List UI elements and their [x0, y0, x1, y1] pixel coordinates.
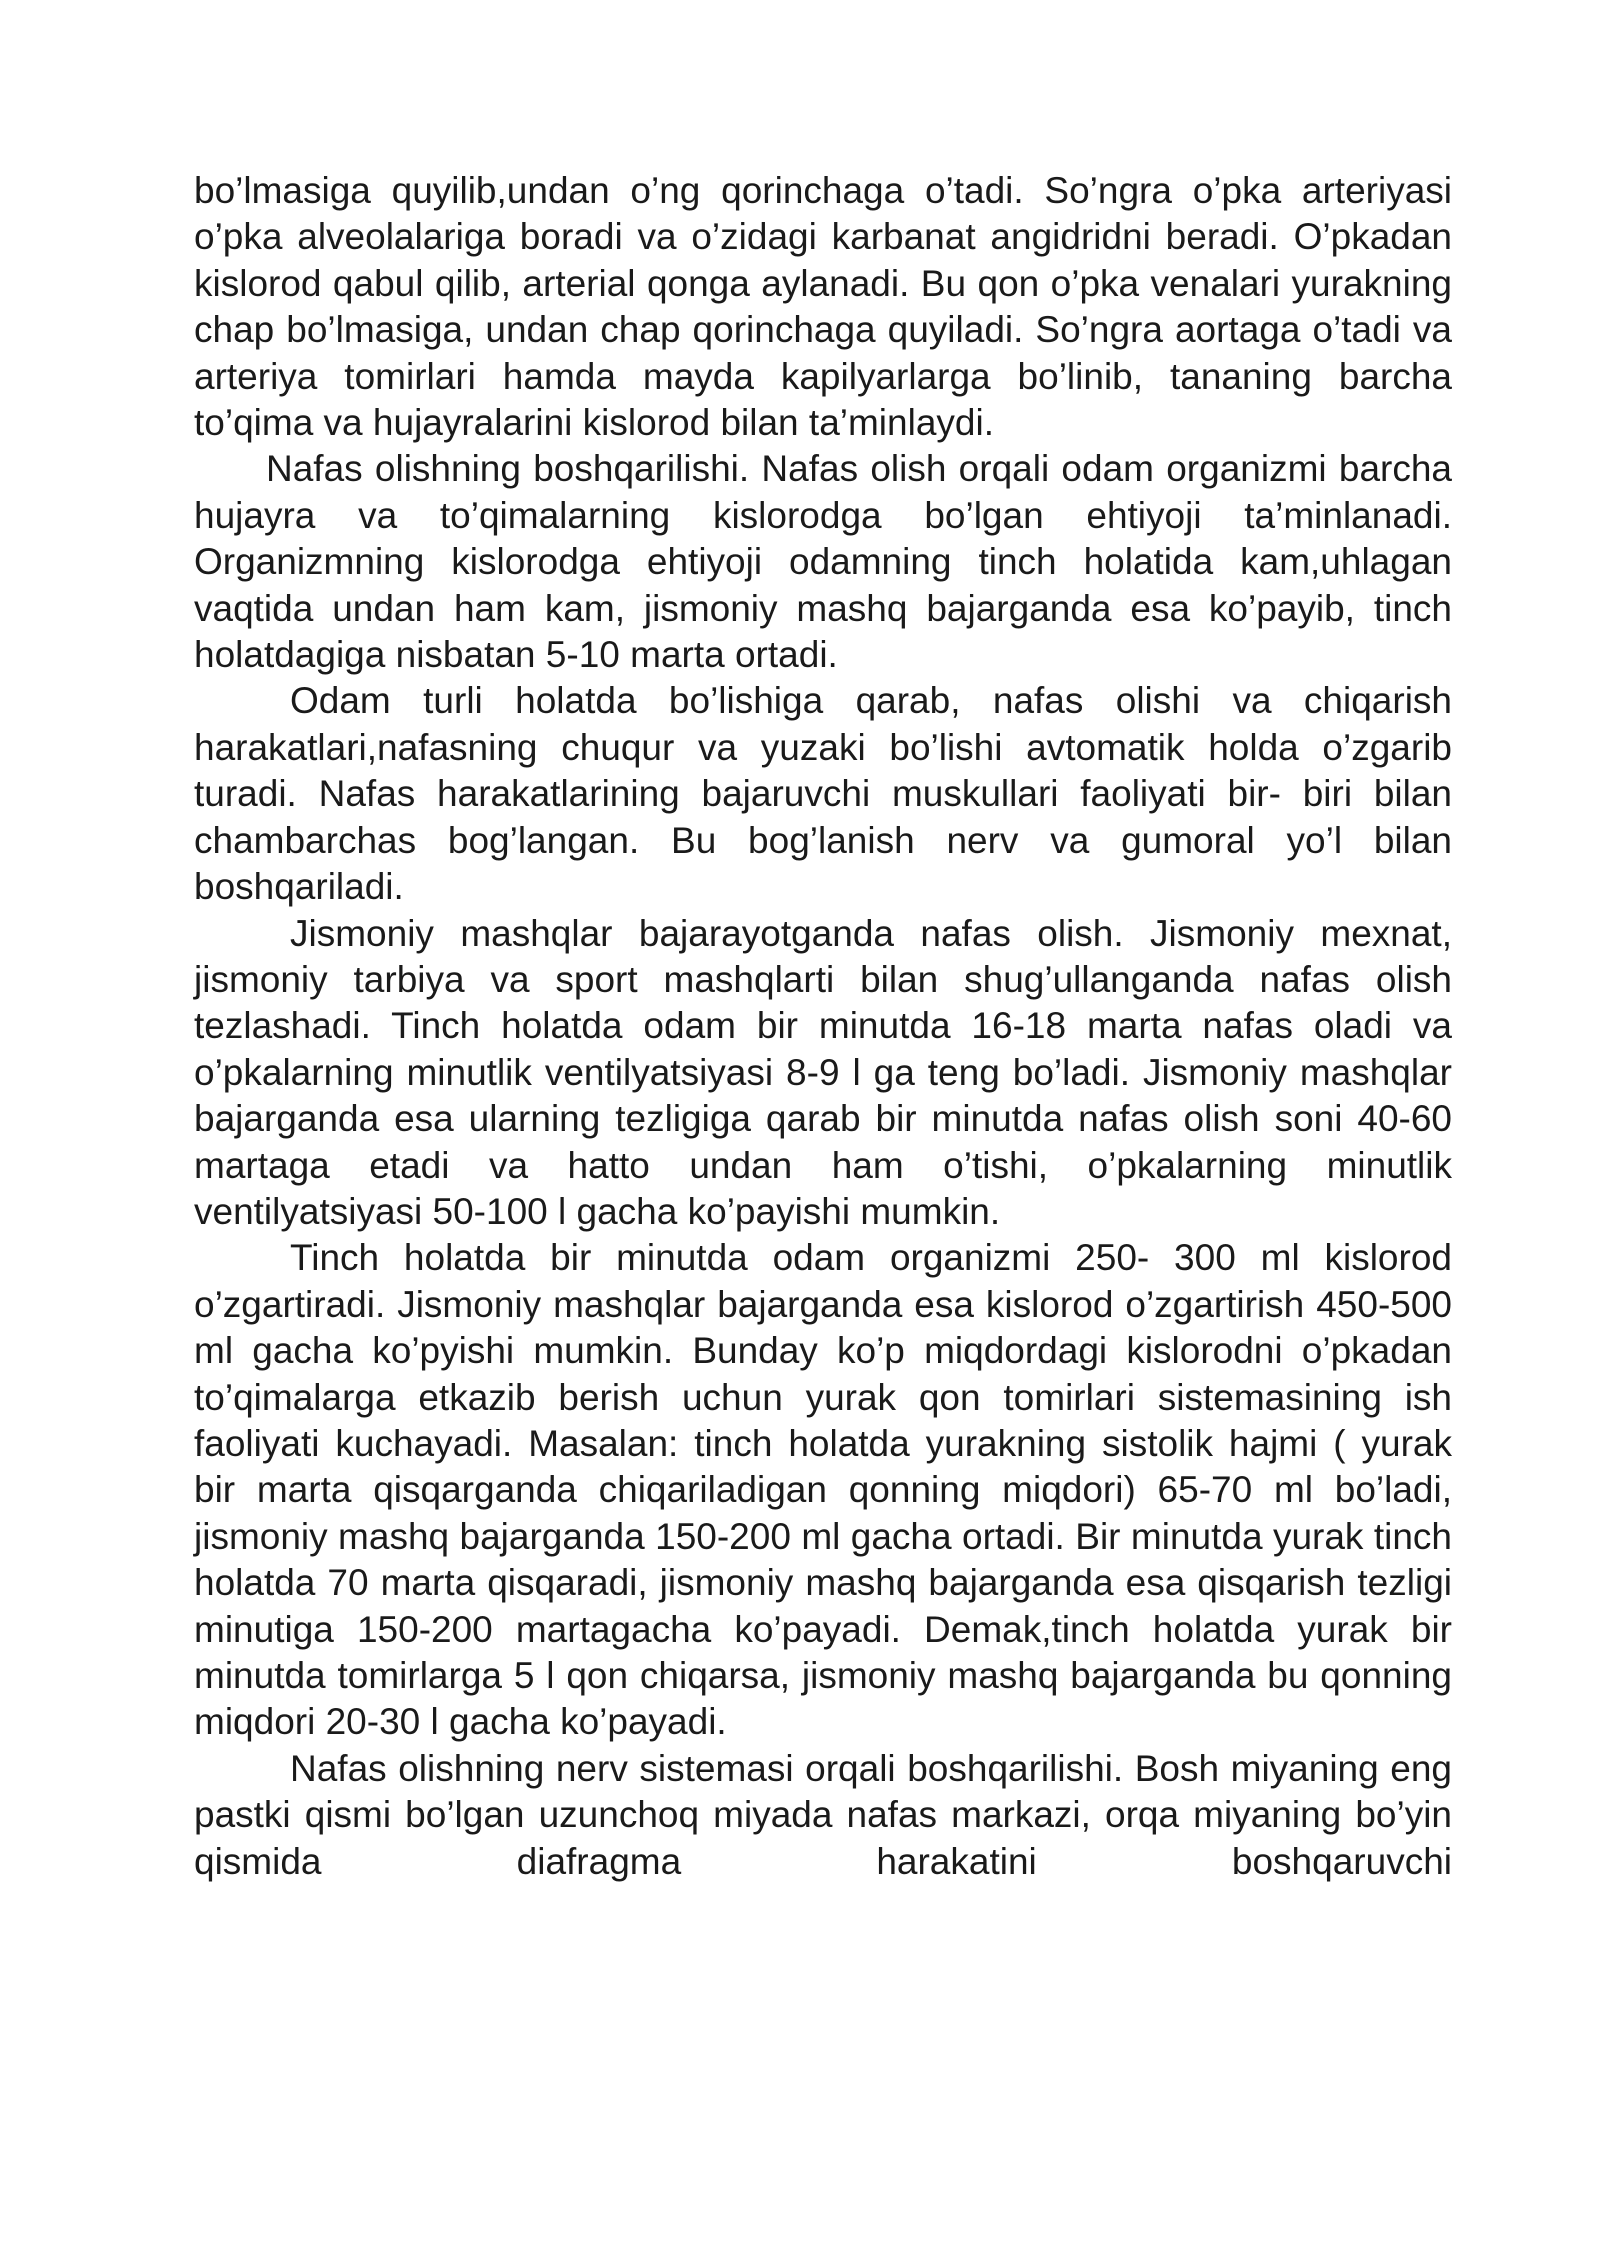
paragraph-oxygen-consumption: Tinch holatda bir minutda odam organizmi 250- 300 ml kislorod o’zgartiradi. Jismoniy mashqlar bajarganda esa kislorod o’zgartirish 450-500 ml gacha ko’pyishi mumkin. Bunday ko’p miqdordagi kislorodni o’pkadan to’qimalarga etkazib berish uchun yurak qon tomirlari sistemasining ish faoliyati kuchayadi. Masalan: tinch holatda yurakning sistolik hajmi ( yurak bir marta qisqarganda chiqariladigan qonning miqdori) 65-70 ml bo’ladi, jismoniy mashq bajarganda 150-200 ml gacha ortadi. Bir minutda yurak tinch holatda 70 marta qisqaradi, jismoniy mashq bajarganda esa qisqarish tezligi minutiga 150-200 martagacha ko’payadi. Demak,tinch holatda yurak bir minutda tomirlarga 5 l qon chiqarsa, jismoniy mashq bajarganda bu qonning miqdori 20-30 l gacha ko’payadi. — [194, 1237, 1452, 1743]
paragraph-blood-circulation: bo’lmasiga quyilib,undan o’ng qorinchaga o’tadi. So’ngra o’pka arteriyasi o’pka alveolalariga boradi va o’zidagi karbanat angidridni beradi. O’pkadan kislorod qabul qilib, arterial qonga aylanadi. Bu qon o’pka venalari yurakning chap bo’lmasiga, undan chap qorinchaga quyiladi. So’ngra aortaga o’tadi va arteriya tomirlari hamda mayda kapilyarlarga bo’linib, tananing barcha to’qima va hujayralarini kislorod bilan ta’minlaydi. — [194, 170, 1452, 444]
paragraph-breathing-movements: Odam turli holatda bo’lishiga qarab, nafas olishi va chiqarish harakatlari,nafasning chuqur va yuzaki bo’lishi avtomatik holda o’zgarib turadi. Nafas harakatlarining bajaruvchi muskullari faoliyati bir- biri bilan chambarchas bog’langan. Bu bog’lanish nerv va gumoral yo’l bilan boshqariladi. — [194, 680, 1452, 908]
paragraph-breathing-regulation: Nafas olishning boshqarilishi. Nafas olish orqali odam organizmi barcha hujayra va to’qimalarning kislorodga bo’lgan ehtiyoji ta’minlanadi. Organizmning kislorodga ehtiyoji odamning tinch holatida kam,uhlagan vaqtida undan ham kam, jismoniy mashq bajarganda esa ko’payib, tinch holatdagiga nisbatan 5-10 marta ortadi. — [194, 448, 1452, 676]
paragraph-exercise-breathing: Jismoniy mashqlar bajarayotganda nafas olish. Jismoniy mexnat, jismoniy tarbiya va sport mashqlarti bilan shug’ullanganda nafas olish tezlashadi. Tinch holatda odam bir minutda 16-18 marta nafas oladi va o’pkalarning minutlik ventilyatsiyasi 8-9 l ga teng bo’ladi. Jismoniy mashqlar bajarganda esa ularning tezligiga qarab bir minutda nafas olish soni 40-60 martaga etadi va hatto undan ham o’tishi, o’pkalarning minutlik ventilyatsiyasi 50-100 l gacha ko’payishi mumkin. — [194, 912, 1452, 1232]
document-page — [194, 168, 1452, 1885]
paragraph-nervous-regulation: Nafas olishning nerv sistemasi orqali boshqarilishi. Bosh miyaning eng pastki qismi bo’lgan uzunchoq miyada nafas markazi, orqa miyaning bo’yin qismida diafragma harakatini boshqaruvchi — [194, 1747, 1452, 1882]
